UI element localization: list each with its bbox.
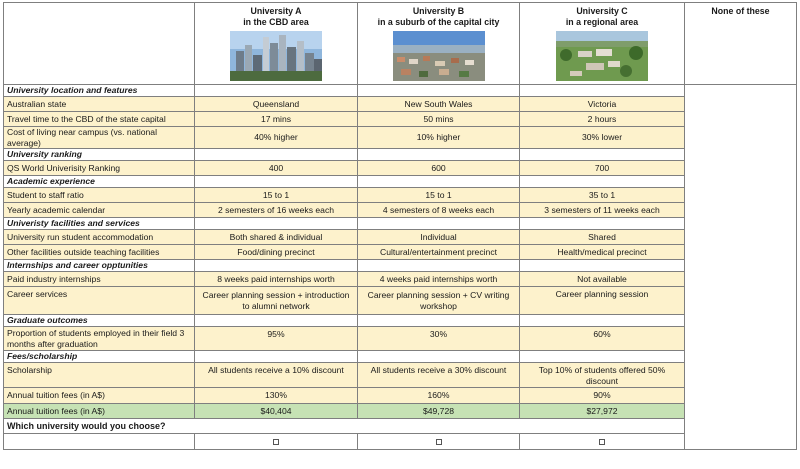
university-c-subtitle: in a regional area (565, 17, 639, 27)
cell-b: 10% higher (358, 127, 520, 149)
cell-c: Shared (520, 230, 685, 245)
cell-c: 60% (520, 327, 685, 351)
cell-b: Career planning session + CV writing workshop (358, 287, 520, 315)
row-label: Travel time to the CBD of the state capital (4, 112, 195, 127)
cell-c: Top 10% of students offered 50% discount (520, 363, 685, 388)
row-label: Annual tuition fees (in A$) (4, 388, 195, 404)
cell-c: Health/medical precinct (520, 245, 685, 260)
row-label: Yearly academic calendar (4, 203, 195, 218)
row-label: Career services (4, 287, 195, 315)
table-row (4, 404, 797, 419)
table-row (4, 112, 797, 127)
cell-b: 4 weeks paid internships worth (358, 272, 520, 287)
cell-b: 4 semesters of 8 weeks each (358, 203, 520, 218)
section-row (4, 149, 797, 161)
cell-c: 30% lower (520, 127, 685, 149)
table-row (4, 161, 797, 176)
comparison-table (3, 2, 797, 450)
row-label: Student to staff ratio (4, 188, 195, 203)
cell-c: 3 semesters of 11 weeks each (520, 203, 685, 218)
section-row (4, 351, 797, 363)
cell-b: Individual (358, 230, 520, 245)
cell-b: $49,728 (358, 404, 520, 419)
cell-a: 130% (195, 388, 358, 404)
row-label: Scholarship (4, 363, 195, 388)
cell-b: All students receive a 30% discount (358, 363, 520, 388)
table-row (4, 245, 797, 260)
cell-c: 700 (520, 161, 685, 176)
cell-a: Food/dining precinct (195, 245, 358, 260)
cell-b: 50 mins (358, 112, 520, 127)
table-row (4, 230, 797, 245)
row-label: Other facilities outside teaching facilities (4, 245, 195, 260)
cell-b: Cultural/entertainment precinct (358, 245, 520, 260)
cell-c: 35 to 1 (520, 188, 685, 203)
header-row (4, 3, 797, 85)
section-graduate-title: Graduate outcomes (4, 315, 195, 327)
regional-campus-photo (556, 31, 648, 81)
cell-a: Career planning session + introduction to alumni network (195, 287, 358, 315)
question-text: Which university would you choose? (4, 419, 797, 434)
table-row (4, 203, 797, 218)
cell-a: 2 semesters of 16 weeks each (195, 203, 358, 218)
section-row (4, 218, 797, 230)
table-row (4, 272, 797, 287)
cbd-skyline-photo (230, 31, 322, 81)
cell-c: Not available (520, 272, 685, 287)
choice-b-cell (358, 434, 520, 450)
cell-a: 15 to 1 (195, 188, 358, 203)
cell-a: 17 mins (195, 112, 358, 127)
choice-blank-cell (4, 434, 195, 450)
table-row (4, 363, 797, 388)
section-academic-title: Academic experience (4, 176, 195, 188)
university-c-header (520, 3, 685, 85)
row-label: University run student accommodation (4, 230, 195, 245)
university-b-subtitle: in a suburb of the capital city (377, 17, 500, 27)
cell-c: 90% (520, 388, 685, 404)
choice-c-cell (520, 434, 685, 450)
table-row (4, 327, 797, 351)
row-label: Annual tuition fees (in A$) (4, 404, 195, 419)
section-ranking-title: University ranking (4, 149, 195, 161)
none-column-body (685, 85, 797, 450)
choice-b-checkbox[interactable] (436, 439, 442, 445)
cell-a: 40% higher (195, 127, 358, 149)
university-a-name: University A (250, 6, 302, 16)
section-facilities-title: Univeristy facilities and services (4, 218, 195, 230)
university-a-header (195, 3, 358, 85)
section-row (4, 85, 797, 97)
row-label: Australian state (4, 97, 195, 112)
row-label: Proportion of students employed in their field 3 months after graduation (4, 327, 195, 351)
cell-b: 30% (358, 327, 520, 351)
cell-a: 400 (195, 161, 358, 176)
cell-a: 8 weeks paid internships worth (195, 272, 358, 287)
choice-row (4, 434, 797, 450)
section-row (4, 176, 797, 188)
section-fees-title: Fees/scholarship (4, 351, 195, 363)
section-row (4, 315, 797, 327)
cell-c: 2 hours (520, 112, 685, 127)
none-of-these-header (685, 3, 797, 85)
cell-b: 15 to 1 (358, 188, 520, 203)
table-row (4, 188, 797, 203)
cell-c: Victoria (520, 97, 685, 112)
cell-b: New South Wales (358, 97, 520, 112)
university-c-name: University C (576, 6, 628, 16)
choice-c-checkbox[interactable] (599, 439, 605, 445)
university-b-header (358, 3, 520, 85)
suburb-photo (393, 31, 485, 81)
header-blank-cell (4, 3, 195, 85)
question-row (4, 419, 797, 434)
table-row (4, 287, 797, 315)
cell-a: All students receive a 10% discount (195, 363, 358, 388)
choice-a-checkbox[interactable] (273, 439, 279, 445)
row-label: Cost of living near campus (vs. national average) (4, 127, 195, 149)
section-internships-title: Internships and career opptunities (4, 260, 195, 272)
cell-a: 95% (195, 327, 358, 351)
section-row (4, 260, 797, 272)
cell-a: $40,404 (195, 404, 358, 419)
choice-card (3, 2, 797, 464)
row-label: QS World Univerisity Ranking (4, 161, 195, 176)
cell-a: Both shared & individual (195, 230, 358, 245)
university-a-subtitle: in the CBD area (243, 17, 309, 27)
cell-a: Queensland (195, 97, 358, 112)
cell-c: Career planning session (520, 287, 685, 315)
table-row (4, 127, 797, 149)
cell-b: 600 (358, 161, 520, 176)
none-of-these-label: None of these (711, 6, 770, 16)
section-location-title: University location and features (4, 85, 195, 97)
cell-b: 160% (358, 388, 520, 404)
row-label: Paid industry internships (4, 272, 195, 287)
table-row (4, 388, 797, 404)
table-row (4, 97, 797, 112)
cell-c: $27,972 (520, 404, 685, 419)
university-b-name: University B (412, 6, 465, 16)
choice-a-cell (195, 434, 358, 450)
